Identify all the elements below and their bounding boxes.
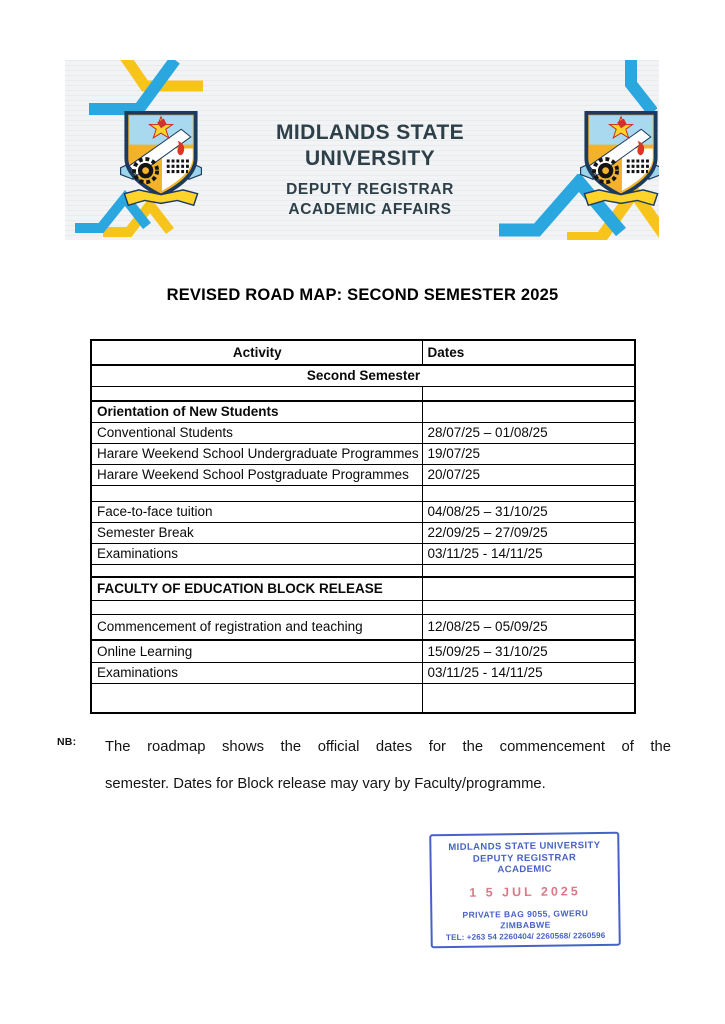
- note-line-1: The roadmap shows the official dates for the commencement of the: [105, 739, 671, 755]
- table-row: [91, 365, 635, 386]
- dates-cell: 04/08/25 – 31/10/25: [422, 501, 635, 522]
- activity-cell: [91, 386, 422, 401]
- table-header-dates: Dates: [422, 340, 635, 365]
- dates-cell: 19/07/25: [422, 443, 635, 464]
- table-row: [91, 485, 635, 501]
- dates-cell: [422, 401, 635, 422]
- table-row: [91, 464, 635, 485]
- table-row: [91, 422, 635, 443]
- activity-cell: [91, 600, 422, 614]
- table-row: [91, 386, 635, 401]
- dates-cell: 20/07/25: [422, 464, 635, 485]
- table-row: [91, 662, 635, 683]
- note-text: [105, 729, 671, 803]
- roadmap-table: [90, 339, 636, 714]
- activity-cell: Semester Break: [91, 522, 422, 543]
- document-title: REVISED ROAD MAP: SECOND SEMESTER 2025: [166, 286, 559, 304]
- activity-cell: Harare Weekend School Postgraduate Programmes: [91, 464, 422, 485]
- table-row: [91, 577, 635, 600]
- table-row: [91, 501, 635, 522]
- note-line-2: semester. Dates for Block release may vary by Faculty/programme.: [105, 776, 546, 792]
- table-row: [91, 443, 635, 464]
- activity-cell: [91, 683, 422, 713]
- activity-cell: FACULTY OF EDUCATION BLOCK RELEASE: [91, 577, 422, 600]
- stamp-address-line-2: ZIMBABWE: [500, 919, 551, 930]
- stamp-university-name: MIDLANDS STATE UNIVERSITY: [448, 839, 601, 854]
- header-banner: [65, 60, 659, 240]
- department-line-2: ACADEMIC AFFAIRS: [288, 201, 452, 218]
- section-header-cell: Second Semester: [91, 365, 635, 386]
- stamp-office: ACADEMIC: [497, 863, 552, 876]
- note-label: NB:: [57, 736, 77, 748]
- table-header-row: [91, 340, 635, 365]
- table-row: [91, 543, 635, 564]
- table-row: [91, 522, 635, 543]
- activity-cell: Commencement of registration and teaching: [91, 614, 422, 640]
- activity-cell: Harare Weekend School Undergraduate Programmes: [91, 443, 422, 464]
- table-row: [91, 564, 635, 577]
- activity-cell: [91, 564, 422, 577]
- university-crest-icon: [577, 110, 659, 212]
- dates-cell: [422, 386, 635, 401]
- table-row: [91, 683, 635, 713]
- activity-cell: Examinations: [91, 543, 422, 564]
- table-row: [91, 640, 635, 662]
- department-line-1: DEPUTY REGISTRAR: [286, 181, 454, 198]
- stamp-department: DEPUTY REGISTRAR: [472, 851, 577, 865]
- dates-cell: [422, 564, 635, 577]
- dates-cell: 12/08/25 – 05/09/25: [422, 614, 635, 640]
- dates-cell: 03/11/25 - 14/11/25: [422, 662, 635, 683]
- stamp-date: 1 5 JUL 2025: [469, 883, 581, 900]
- activity-cell: Examinations: [91, 662, 422, 683]
- letterhead-text: [210, 120, 530, 220]
- dates-cell: [422, 683, 635, 713]
- activity-cell: Orientation of New Students: [91, 401, 422, 422]
- activity-cell: Face-to-face tuition: [91, 501, 422, 522]
- banner-corner-decoration-top-right-icon: [601, 60, 657, 116]
- table-row: [91, 401, 635, 422]
- dates-cell: [422, 600, 635, 614]
- dates-cell: 15/09/25 – 31/10/25: [422, 640, 635, 662]
- dates-cell: [422, 485, 635, 501]
- dates-cell: 03/11/25 - 14/11/25: [422, 543, 635, 564]
- activity-cell: [91, 485, 422, 501]
- activity-cell: Online Learning: [91, 640, 422, 662]
- table-row: [91, 600, 635, 614]
- dates-cell: 28/07/25 – 01/08/25: [422, 422, 635, 443]
- office-stamp: [429, 832, 621, 949]
- university-name: MIDLANDS STATE UNIVERSITY: [276, 121, 464, 170]
- table-header-activity: Activity: [91, 340, 422, 365]
- university-crest-icon: [117, 110, 205, 212]
- dates-cell: [422, 577, 635, 600]
- stamp-address-line-1: PRIVATE BAG 9055, GWERU: [462, 907, 589, 920]
- stamp-phone: TEL: +263 54 2260404/ 2260568/ 2260596: [445, 930, 606, 942]
- table-row: [91, 614, 635, 640]
- dates-cell: 22/09/25 – 27/09/25: [422, 522, 635, 543]
- activity-cell: Conventional Students: [91, 422, 422, 443]
